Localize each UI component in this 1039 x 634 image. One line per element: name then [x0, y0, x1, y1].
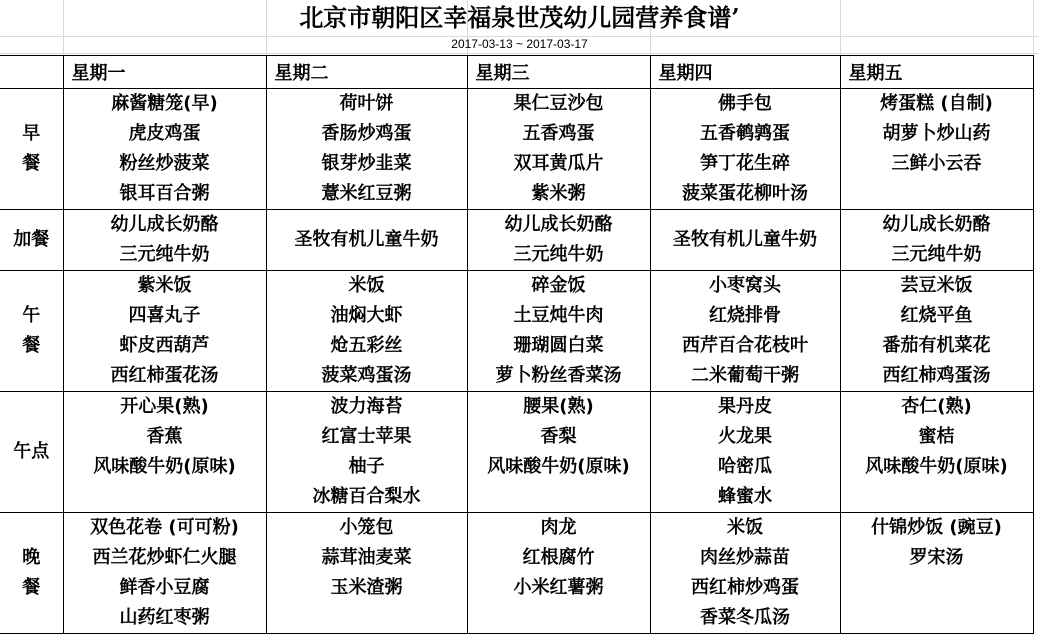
meal-row [0, 271, 1033, 392]
menu-cell [63, 392, 266, 513]
menu-cell [650, 513, 840, 634]
dish-item: 幼儿成长奶酪 [504, 214, 613, 235]
dish-item: 风味酸牛奶(原味) [93, 456, 236, 477]
dish-item: 芸豆米饭 [900, 275, 973, 296]
dish-item: 麻酱糖笼(早) [111, 93, 218, 114]
dish-item: 小枣窝头 [709, 275, 781, 296]
dish-item: 山药红枣粥 [119, 607, 210, 628]
dish-item: 幼儿成长奶酪 [882, 214, 991, 235]
meal-label-char: 加餐 [13, 229, 50, 250]
meal-row [0, 392, 1033, 513]
menu-cell [63, 210, 266, 271]
dish-item: 三元纯牛奶 [119, 244, 210, 265]
meal-row [0, 513, 1033, 634]
meal-label-char: 晚 [22, 547, 41, 568]
dish-item: 虎皮鸡蛋 [128, 123, 201, 144]
dish-item: 碎金饭 [531, 275, 586, 296]
dish-item: 火龙果 [718, 426, 772, 447]
day-header: 星期一 [63, 56, 266, 89]
date-range: 2017-03-13 ~ 2017-03-17 [451, 37, 588, 51]
dish-item: 二米葡萄干粥 [691, 365, 799, 386]
dish-item: 红烧平鱼 [900, 305, 973, 326]
menu-cell [467, 392, 650, 513]
dish-item: 风味酸牛奶(原味) [865, 456, 1008, 477]
menu-title: 北京市朝阳区幸福泉世茂幼儿园营养食谱’ [299, 3, 740, 32]
dish-item: 烤蛋糕 (自制) [880, 93, 993, 114]
menu-cell [650, 271, 840, 392]
dish-item: 玉米渣粥 [330, 577, 403, 598]
dish-item: 西兰花炒虾仁火腿 [92, 547, 237, 568]
dish-item: 波力海苔 [330, 396, 403, 417]
meal-label-char: 餐 [22, 577, 41, 598]
dish-item: 香肠炒鸡蛋 [321, 123, 412, 144]
meal-label-char: 午点 [13, 441, 50, 462]
dish-item: 珊瑚圆白菜 [513, 335, 604, 356]
dish-item: 肉龙 [540, 517, 577, 538]
dish-item: 三鲜小云吞 [891, 153, 982, 174]
dish-item: 蒜茸油麦菜 [321, 547, 412, 568]
meal-row [0, 89, 1033, 210]
meal-label-char: 午 [22, 305, 41, 326]
weekday-header-row [0, 56, 1033, 89]
dish-item: 荷叶饼 [339, 93, 394, 114]
menu-cell [840, 271, 1033, 392]
dish-item: 西红柿炒鸡蛋 [691, 577, 799, 598]
dish-item: 小笼包 [339, 517, 394, 538]
menu-cell [63, 513, 266, 634]
dish-item: 果仁豆沙包 [513, 93, 604, 114]
dish-item: 香梨 [540, 426, 577, 447]
dish-item: 罗宋汤 [909, 547, 964, 568]
menu-cell [467, 210, 650, 271]
dish-item: 佛手包 [718, 93, 772, 114]
meal-label-char: 餐 [22, 335, 41, 356]
dish-item: 风味酸牛奶(原味) [487, 456, 630, 477]
dish-item: 土豆炖牛肉 [513, 305, 604, 326]
menu-cell [467, 271, 650, 392]
dish-item: 开心果(熟) [120, 396, 209, 417]
menu-cell [467, 513, 650, 634]
dish-item: 三元纯牛奶 [513, 244, 604, 265]
menu-cell [63, 271, 266, 392]
dish-item: 西红柿鸡蛋汤 [882, 365, 991, 386]
dish-item: 杏仁(熟) [901, 396, 972, 417]
dish-item: 果丹皮 [718, 396, 772, 417]
dish-item: 双色花卷 (可可粉) [90, 517, 239, 538]
dish-item: 什锦炒饭 (豌豆) [871, 517, 1002, 538]
dish-item: 薏米红豆粥 [321, 183, 412, 204]
dish-item: 小米红薯粥 [513, 577, 604, 598]
dish-item: 冰糖百合梨水 [312, 486, 421, 507]
dish-item: 炝五彩丝 [330, 335, 403, 356]
menu-cell [266, 392, 467, 513]
menu-cell [840, 513, 1033, 634]
dish-item: 萝卜粉丝香菜汤 [495, 365, 622, 386]
menu-cell [650, 210, 840, 271]
dish-item: 腰果(熟) [523, 396, 594, 417]
weekly-menu-table [0, 55, 1034, 634]
dish-item: 五香鹌鹑蛋 [700, 123, 790, 144]
dish-item: 蜂蜜水 [718, 486, 772, 507]
dish-item: 五香鸡蛋 [522, 123, 595, 144]
dish-item: 哈密瓜 [718, 456, 772, 477]
menu-cell [840, 210, 1033, 271]
dish-item: 米饭 [727, 517, 763, 538]
menu-cell [840, 392, 1033, 513]
dish-item: 四喜丸子 [128, 305, 201, 326]
dish-item: 西红柿蛋花汤 [110, 365, 219, 386]
dish-item: 紫米粥 [531, 183, 586, 204]
menu-cell [266, 210, 467, 271]
menu-cell [63, 89, 266, 210]
menu-cell [266, 513, 467, 634]
dish-item: 圣牧有机儿童牛奶 [673, 229, 817, 250]
header-corner [0, 56, 63, 89]
dish-item: 幼儿成长奶酪 [110, 214, 219, 235]
dish-item: 紫米饭 [137, 275, 192, 296]
dish-item: 香蕉 [146, 426, 183, 447]
dish-item: 三元纯牛奶 [891, 244, 982, 265]
meal-row [0, 210, 1033, 271]
day-header: 星期二 [266, 56, 467, 89]
meal-label-char: 早 [22, 123, 41, 144]
meal-label [0, 392, 63, 513]
menu-cell [467, 89, 650, 210]
meal-label [0, 513, 63, 634]
dish-item: 柚子 [348, 456, 385, 477]
dish-item: 圣牧有机儿童牛奶 [294, 229, 439, 250]
menu-cell [650, 89, 840, 210]
meal-label [0, 271, 63, 392]
dish-item: 西芹百合花枝叶 [682, 335, 808, 356]
dish-item: 笋丁花生碎 [700, 153, 790, 174]
dish-item: 番茄有机菜花 [882, 335, 991, 356]
dish-item: 胡萝卜炒山药 [882, 123, 991, 144]
dish-item: 油焖大虾 [330, 305, 403, 326]
day-header: 星期三 [467, 56, 650, 89]
dish-item: 肉丝炒蒜苗 [700, 547, 790, 568]
day-header: 星期四 [650, 56, 840, 89]
dish-item: 虾皮西葫芦 [119, 335, 210, 356]
meal-label [0, 89, 63, 210]
dish-item: 菠菜蛋花柳叶汤 [682, 183, 808, 204]
dish-item: 香菜冬瓜汤 [700, 607, 790, 628]
dish-item: 粉丝炒菠菜 [119, 153, 210, 174]
menu-cell [650, 392, 840, 513]
menu-cell [266, 89, 467, 210]
dish-item: 红富士苹果 [321, 426, 412, 447]
day-header: 星期五 [840, 56, 1033, 89]
dish-item: 鲜香小豆腐 [119, 577, 210, 598]
dish-item: 菠菜鸡蛋汤 [321, 365, 412, 386]
dish-item: 蜜桔 [918, 426, 955, 447]
dish-item: 双耳黄瓜片 [513, 153, 604, 174]
menu-cell [840, 89, 1033, 210]
dish-item: 米饭 [348, 275, 385, 296]
dish-item: 红烧排骨 [709, 305, 781, 326]
dish-item: 银芽炒韭菜 [321, 153, 412, 174]
dish-item: 银耳百合粥 [119, 183, 210, 204]
meal-label [0, 210, 63, 271]
menu-cell [266, 271, 467, 392]
meal-label-char: 餐 [22, 153, 41, 174]
dish-item: 红根腐竹 [522, 547, 595, 568]
